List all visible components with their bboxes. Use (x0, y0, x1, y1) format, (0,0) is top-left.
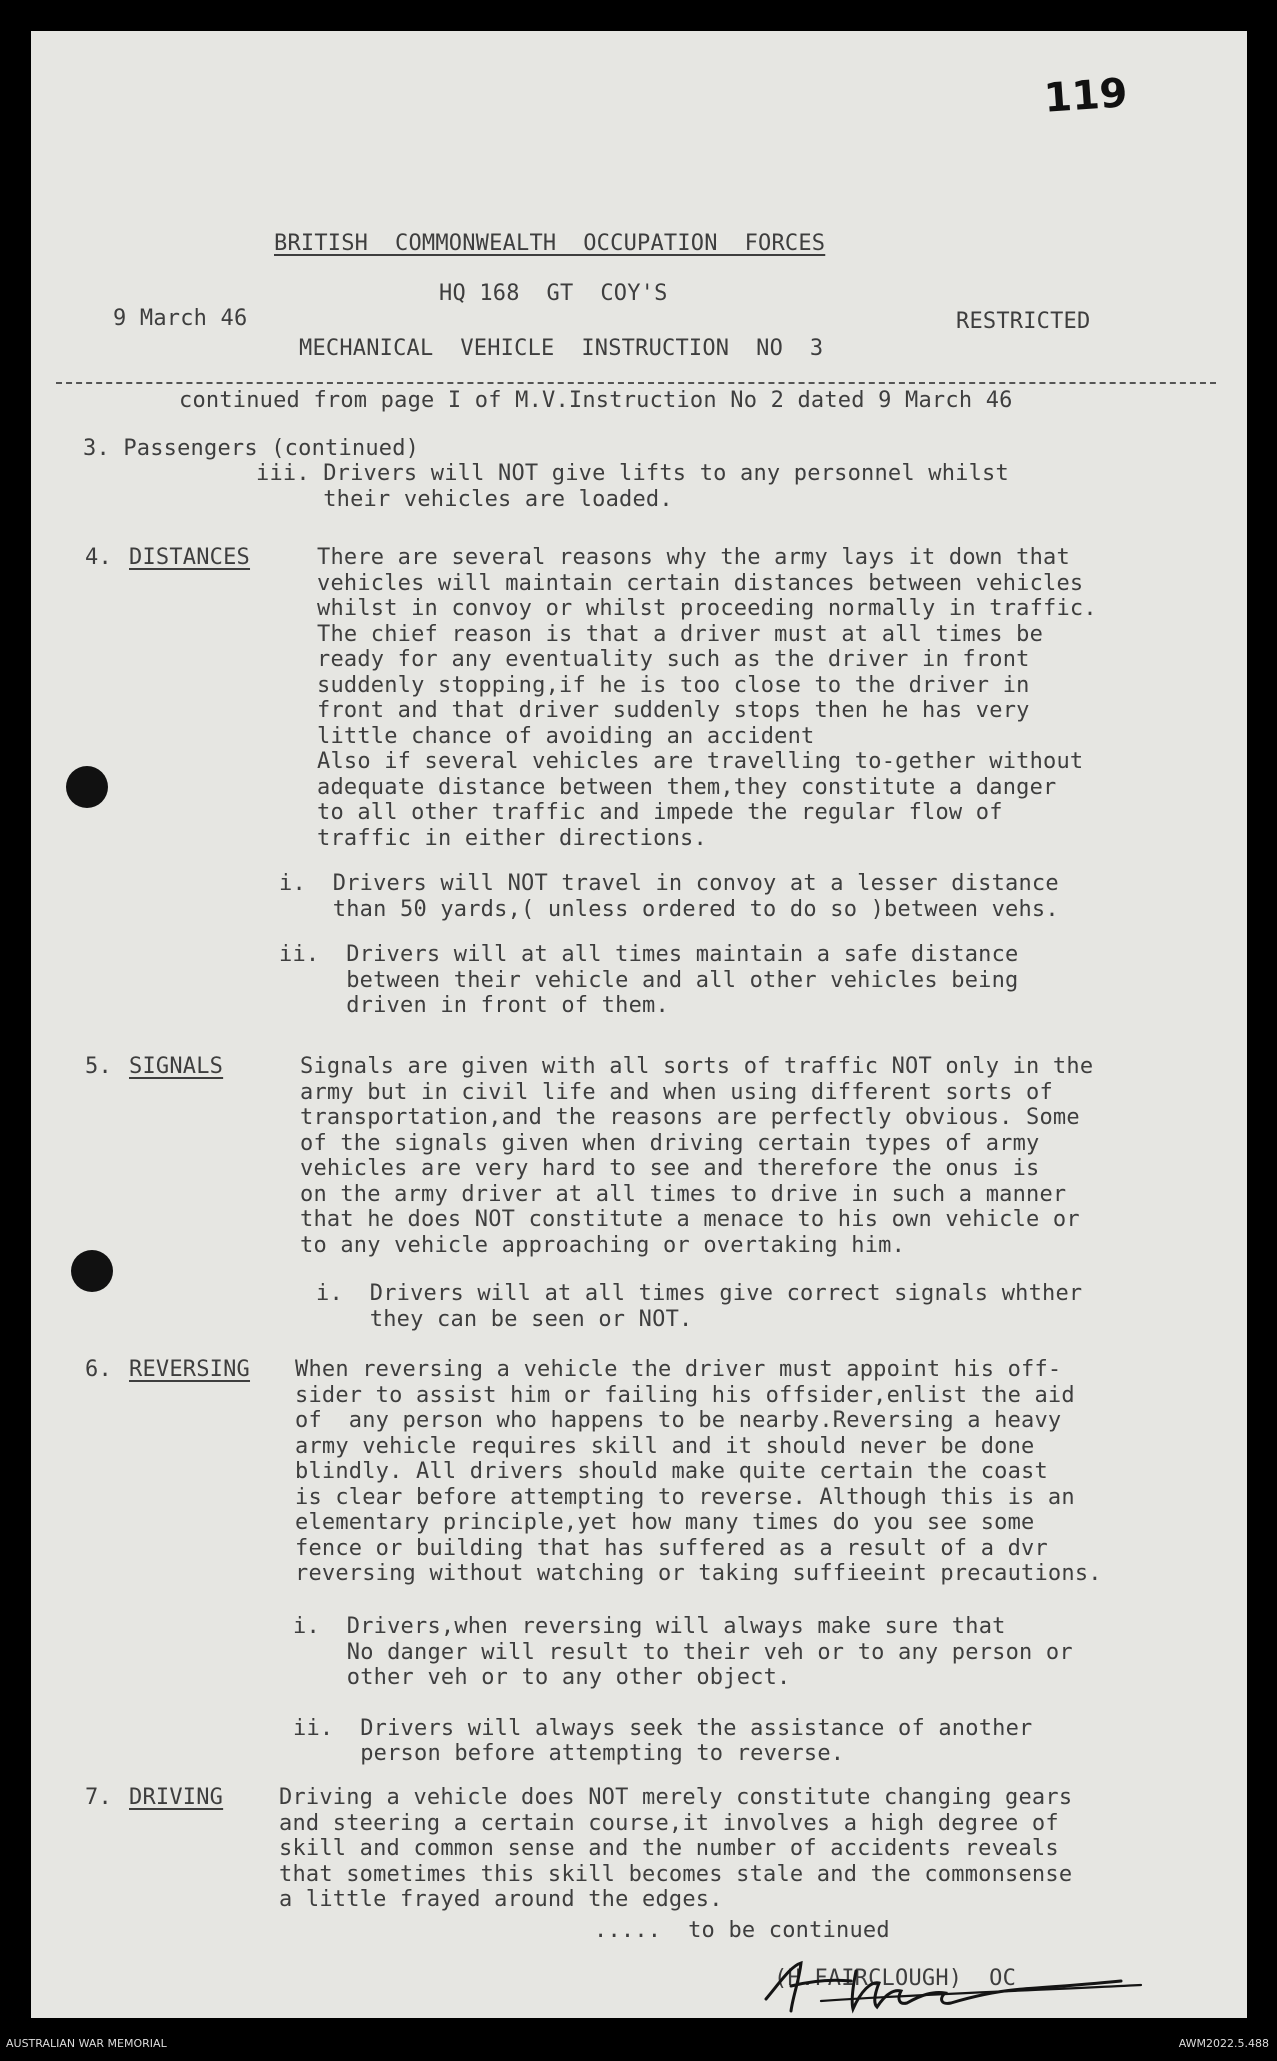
section-5-body (300, 1054, 1093, 1258)
section-5-number: 5. (85, 1054, 112, 1079)
sub-item-line: other veh or to any other object. (293, 1665, 791, 1690)
sub-item-line: i. Drivers will NOT travel in convoy at a lesser distance (279, 871, 1059, 896)
handwritten-signature (761, 1951, 1161, 2018)
section-5-body-line: on the army driver at all times to drive in such a manner (300, 1181, 1067, 1207)
section-5-body-line: to any vehicle approaching or overtaking him. (300, 1232, 906, 1258)
section-4-body-line: little chance of avoiding an accident (317, 723, 815, 749)
sub-item (293, 1716, 1073, 1767)
section-6-body-line: reversing without watching or taking suffieeint precautions. (295, 1561, 1102, 1586)
section-4-number: 4. (85, 545, 112, 570)
section-6-body-line: blindly. All drivers should make quite certain the coast (295, 1459, 1048, 1484)
section-6-items (293, 1614, 1073, 1767)
sub-item (293, 1614, 1073, 1691)
section-7-body (279, 1785, 1072, 1913)
section-4-body-line: There are several reasons why the army lays it down that (317, 545, 1070, 570)
sub-item-line: driven in front of them. (279, 993, 669, 1018)
continued-from-line: continued from page I of M.V.Instruction No 2 dated 9 March 46 (179, 388, 1013, 413)
punch-hole-top (66, 766, 108, 808)
archive-footer (0, 2025, 1277, 2061)
section-6-body-line: When reversing a vehicle the driver must appoint his off- (295, 1357, 1062, 1382)
section-4-body-line: front and that driver suddenly stops then he has very (317, 698, 1030, 723)
sub-item-line: i. Drivers will at all times give correct signals whther (316, 1281, 1083, 1306)
section-6-body-line: is clear before attempting to reverse. Although this is an (295, 1484, 1075, 1510)
sub-item-line: No danger will result to their veh or to any person or (293, 1639, 1073, 1665)
section-7-body-line: a little frayed around the edges. (279, 1887, 723, 1912)
to-be-continued: ..... to be continued (594, 1918, 890, 1943)
section-5-body-line: army but in civil life and when using different sorts of (300, 1079, 1053, 1105)
section-7-number: 7. (85, 1785, 112, 1810)
section-5-heading: SIGNALS (129, 1054, 224, 1079)
sub-item-line: person before attempting to reverse. (293, 1741, 845, 1766)
section-4-body-line: traffic in either directions. (317, 825, 707, 851)
footer-accession-number: AWM2022.5.488 (1178, 2037, 1269, 2050)
footer-institution: AUSTRALIAN WAR MEMORIAL (6, 2037, 167, 2050)
section-7-body-line: Driving a vehicle does NOT merely constitute changing gears (279, 1785, 1073, 1810)
section-6-body-line: of any person who happens to be nearby.Reversing a heavy (295, 1408, 1062, 1433)
section-6-body-line: sider to assist him or failing his offsider,enlist the aid (295, 1382, 1075, 1408)
section-6-body-line: army vehicle requires skill and it should never be done (295, 1433, 1035, 1459)
sub-item-line: ii. Drivers will always seek the assistance of another (293, 1715, 1033, 1741)
sub-item-line: iii. Drivers will NOT give lifts to any personnel whilst (256, 461, 1009, 486)
sub-item (316, 1281, 1082, 1332)
section-4-body-line: whilst in convoy or whilst proceeding normally in traffic. (317, 596, 1097, 621)
sub-item-line: between their vehicle and all other vehicles being (279, 967, 1019, 993)
sub-item (279, 871, 1059, 922)
section-5-body-line: of the signals given when driving certain types of army (300, 1130, 1040, 1156)
section-5-body-line: that he does NOT constitute a menace to his own vehicle or (300, 1207, 1080, 1232)
header-rule (56, 382, 1216, 384)
section-4-body-line: The chief reason is that a driver must at all times be (317, 621, 1044, 647)
section-4-body-line: to all other traffic and impede the regular flow of (317, 800, 1003, 825)
section-5-items (316, 1281, 1082, 1332)
section-6-body-line: elementary principle,yet how many times do you see some (295, 1510, 1035, 1535)
section-4-body-line: vehicles will maintain certain distances between vehicles (317, 570, 1084, 596)
sub-item-line: they can be seen or NOT. (316, 1306, 693, 1332)
section-5-body-line: vehicles are very hard to see and therefore the onus is (300, 1156, 1040, 1181)
org-heading: BRITISH COMMONWEALTH OCCUPATION FORCES (274, 231, 826, 256)
section-5-body-line: Signals are given with all sorts of traffic NOT only in the (300, 1054, 1094, 1079)
section-4-body-line: adequate distance between them,they constitute a danger (317, 774, 1057, 800)
sub-item (279, 942, 1059, 1019)
punch-hole-bottom (71, 1250, 113, 1292)
section-4-body (317, 545, 1097, 851)
section-4-body-line: Also if several vehicles are travelling to-gether without (317, 749, 1084, 774)
section-5-body-line: transportation,and the reasons are perfectly obvious. Some (300, 1105, 1080, 1130)
section-4-heading: DISTANCES (129, 545, 251, 570)
sub-item-line: i. Drivers,when reversing will always make sure that (293, 1614, 1006, 1639)
section-4-body-line: suddenly stopping,if he is too close to the driver in (317, 672, 1030, 698)
signoff-name: (H.FAIRCLOUGH) OC (774, 1966, 1017, 1991)
section-3-heading: 3. Passengers (continued) (83, 436, 420, 461)
page-number: 119 (1041, 70, 1129, 122)
document-date: 9 March 46 (113, 306, 248, 331)
section-3-items (256, 461, 1009, 512)
section-6-heading: REVERSING (129, 1357, 251, 1382)
sub-item (256, 461, 1009, 512)
section-7-heading: DRIVING (129, 1785, 224, 1810)
section-4-body-line: ready for any eventuality such as the driver in front (317, 647, 1030, 672)
document-page (31, 31, 1247, 2018)
section-7-body-line: skill and common sense and the number of accidents reveals (279, 1836, 1059, 1861)
classification-label: RESTRICTED (956, 309, 1091, 334)
section-7-body-line: that sometimes this skill becomes stale and the commonsense (279, 1861, 1073, 1887)
section-6-number: 6. (85, 1357, 112, 1382)
section-6-body (295, 1357, 1102, 1587)
sub-item-line: ii. Drivers will at all times maintain a safe distance (279, 942, 1019, 967)
section-4-items (279, 871, 1059, 1019)
unit-heading: HQ 168 GT COY'S (439, 281, 668, 306)
instruction-title: MECHANICAL VEHICLE INSTRUCTION NO 3 (299, 336, 824, 361)
section-7-body-line: and steering a certain course,it involves a high degree of (279, 1810, 1059, 1836)
sub-item-line: their vehicles are loaded. (256, 486, 673, 512)
sub-item-line: than 50 yards,( unless ordered to do so )between vehs. (279, 896, 1059, 922)
section-6-body-line: fence or building that has suffered as a result of a dvr (295, 1535, 1048, 1561)
